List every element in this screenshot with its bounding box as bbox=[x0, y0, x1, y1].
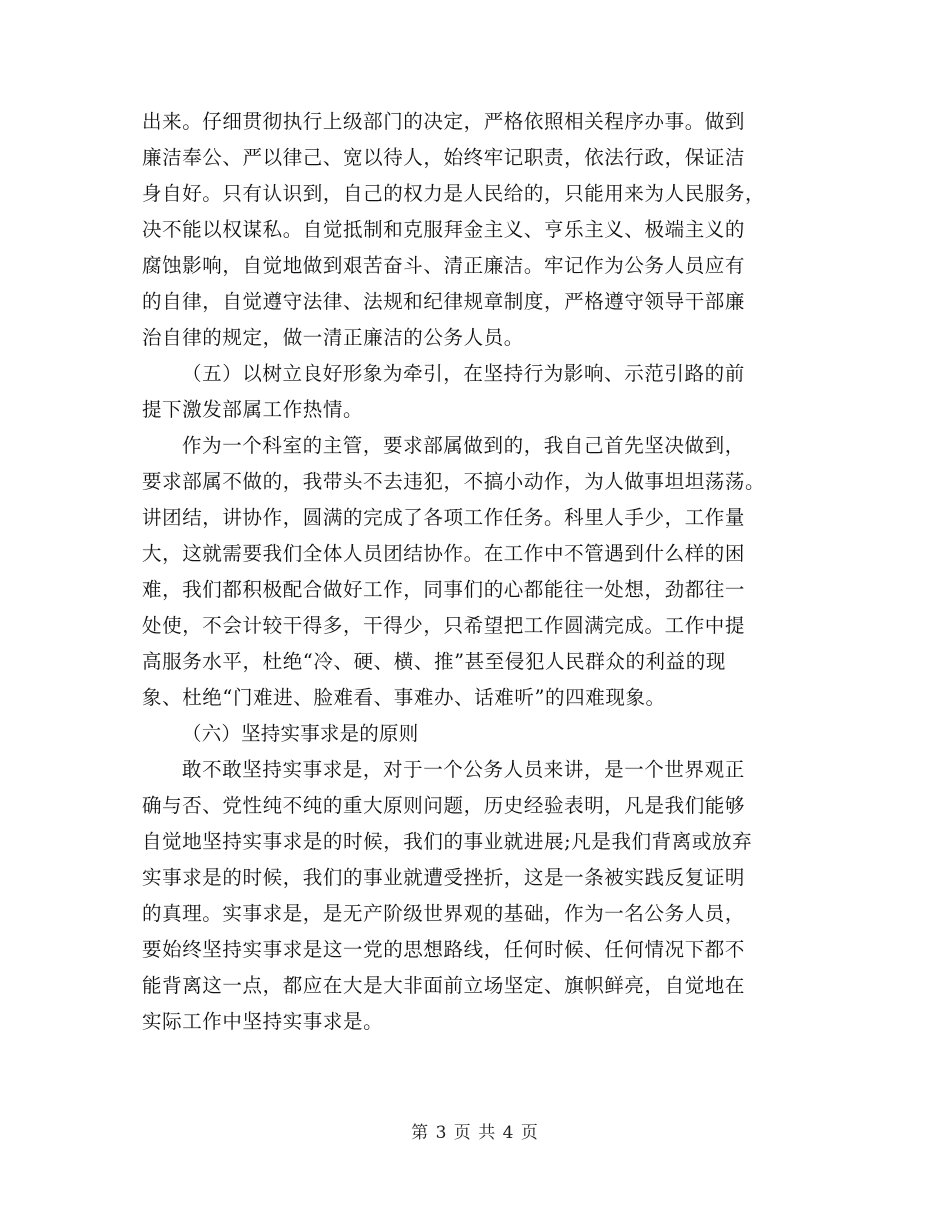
text-line: 敢不敢坚持实事求是，对于一个公务人员来讲，是一个世界观正 bbox=[182, 758, 745, 781]
text-line: 出来。仔细贯彻执行上级部门的决定，严格依照相关程序办事。做到 bbox=[142, 110, 746, 133]
section-heading-line: 提下激发部属工作热情。 bbox=[142, 398, 364, 421]
text-line: 自觉地坚持实事求是的时候，我们的事业就进展;凡是我们背离或放弃 bbox=[142, 830, 753, 853]
text-line: 实际工作中坚持实事求是。 bbox=[142, 1010, 384, 1033]
text-line: 的真理。实事求是，是无产阶级世界观的基础，作为一名公务人员， bbox=[142, 902, 746, 925]
text-line: 身自好。只有认识到，自己的权力是人民给的，只能用来为人民服务， bbox=[142, 182, 766, 205]
text-line: 的自律，自觉遵守法律、法规和纪律规章制度，严格遵守领导干部廉 bbox=[142, 290, 746, 313]
text-line: 难，我们都积极配合做好工作，同事们的心都能往一处想，劲都往一 bbox=[142, 578, 746, 601]
text-line: 要求部属不做的，我带头不去违犯，不搞小动作，为人做事坦坦荡荡。 bbox=[142, 470, 766, 493]
text-line: 要始终坚持实事求是这一党的思想路线，任何时候、任何情况下都不 bbox=[142, 938, 746, 961]
text-line: 能背离这一点，都应在大是大非面前立场坚定、旗帜鲜亮，自觉地在 bbox=[142, 974, 746, 997]
text-line: 廉洁奉公、严以律己、宽以待人，始终牢记职责，依法行政，保证洁 bbox=[142, 146, 746, 169]
text-line: 作为一个科室的主管，要求部属做到的，我自己首先坚决做到， bbox=[182, 434, 745, 457]
text-line: 大，这就需要我们全体人员团结协作。在工作中不管遇到什么样的困 bbox=[142, 542, 746, 565]
section-heading-line: （五）以树立良好形象为牵引，在坚持行为影响、示范引路的前 bbox=[182, 362, 745, 385]
page-number-footer: 第 3 页 共 4 页 bbox=[411, 1123, 539, 1143]
text-line: 象、杜绝“门难进、脸难看、事难办、话难听”的四难现象。 bbox=[142, 686, 666, 709]
text-line: 治自律的规定，做一清正廉洁的公务人员。 bbox=[142, 326, 524, 349]
section-heading-line: （六）坚持实事求是的原则 bbox=[182, 722, 419, 745]
document-body bbox=[142, 104, 810, 1040]
text-line: 高服务水平，杜绝“冷、硬、横、推”甚至侵犯人民群众的利益的现 bbox=[142, 650, 726, 673]
text-line: 讲团结，讲协作，圆满的完成了各项工作任务。科里人手少，工作量 bbox=[142, 506, 746, 529]
text-line: 确与否、党性纯不纯的重大原则问题，历史经验表明，凡是我们能够 bbox=[142, 794, 746, 817]
text-line: 腐蚀影响，自觉地做到艰苦奋斗、清正廉洁。牢记作为公务人员应有 bbox=[142, 254, 746, 277]
text-line: 实事求是的时候，我们的事业就遭受挫折，这是一条被实践反复证明 bbox=[142, 866, 746, 889]
text-line: 决不能以权谋私。自觉抵制和克服拜金主义、亨乐主义、极端主义的 bbox=[142, 218, 746, 241]
text-line: 处使，不会计较干得多，干得少，只希望把工作圆满完成。工作中提 bbox=[142, 614, 746, 637]
